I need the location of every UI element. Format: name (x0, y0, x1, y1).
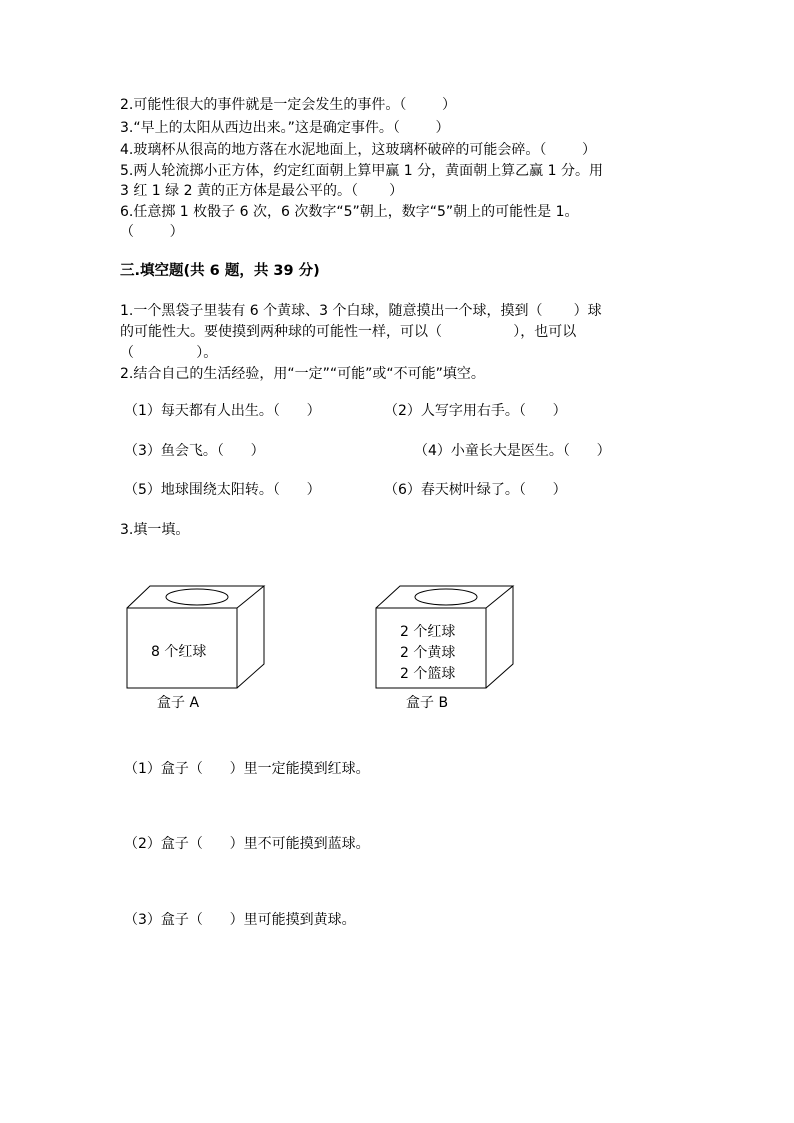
fill-q3-sub-2: （2）盒子（ ）里不可能摸到蓝球。 (124, 836, 370, 852)
fill-q2-item-2: （2）人写字用右手。（ ） (384, 403, 567, 419)
box-a-content: 8 个红球 (151, 644, 207, 660)
fill-q2-item-1: （1）每天都有人出生。（ ） (124, 403, 321, 419)
fill-q3-sub-3: （3）盒子（ ）里可能摸到黄球。 (124, 912, 356, 928)
fill-q2-prompt: 2.结合自己的生活经验，用“一定”“可能”或“不可能”填空。 (120, 366, 485, 382)
judgement-item-3: 3.“早上的太阳从西边出来。”这是确定事件。（ ） (120, 120, 450, 136)
judgement-item-6-line1: 6.任意掷 1 枚骰子 6 次，6 次数字“5”朝上，数字“5”朝上的可能性是 1。 (120, 204, 579, 220)
judgement-item-6-line2: （ ） (120, 224, 184, 240)
box-a (127, 586, 264, 711)
box-b-content-3: 2 个篮球 (400, 666, 456, 682)
box-b-opening (415, 589, 477, 605)
section-heading: 三.填空题(共 6 题，共 39 分) (120, 263, 320, 279)
fill-q3-prompt: 3.填一填。 (120, 522, 190, 538)
judgement-item-5-line1: 5.两人轮流掷小正方体，约定红面朝上算甲赢 1 分，黄面朝上算乙赢 1 分。用 (120, 163, 603, 179)
box-b-content-2: 2 个黄球 (400, 645, 456, 661)
box-a-opening (166, 589, 228, 605)
box-b (376, 586, 513, 711)
fill-q1-line3: （ ）。 (120, 345, 218, 361)
fill-q1-line1: 1.一个黑袋子里装有 6 个黄球、3 个白球，随意摸出一个球，摸到（ ）球 (120, 303, 602, 319)
fill-q2-item-3: （3）鱼会飞。（ ） (124, 443, 265, 459)
fill-q2-item-4: （4）小童长大是医生。（ ） (414, 443, 611, 459)
judgement-item-4: 4.玻璃杯从很高的地方落在水泥地面上，这玻璃杯破碎的可能会碎。（ ） (120, 142, 596, 158)
fill-q2-item-6: （6）春天树叶绿了。（ ） (384, 482, 567, 498)
fill-q3-sub-1: （1）盒子（ ）里一定能摸到红球。 (124, 761, 370, 777)
fill-q2-item-5: （5）地球围绕太阳转。（ ） (124, 482, 321, 498)
box-b-content-1: 2 个红球 (400, 624, 456, 640)
judgement-item-2: 2.可能性很大的事件就是一定会发生的事件。（ ） (120, 97, 456, 113)
box-b-label: 盒子 B (406, 695, 449, 711)
box-a-label: 盒子 A (157, 695, 200, 711)
judgement-item-5-line2: 3 红 1 绿 2 黄的正方体是最公平的。（ ） (120, 183, 404, 199)
fill-q1-line2: 的可能性大。要使摸到两种球的可能性一样，可以（ ），也可以 (120, 324, 577, 340)
